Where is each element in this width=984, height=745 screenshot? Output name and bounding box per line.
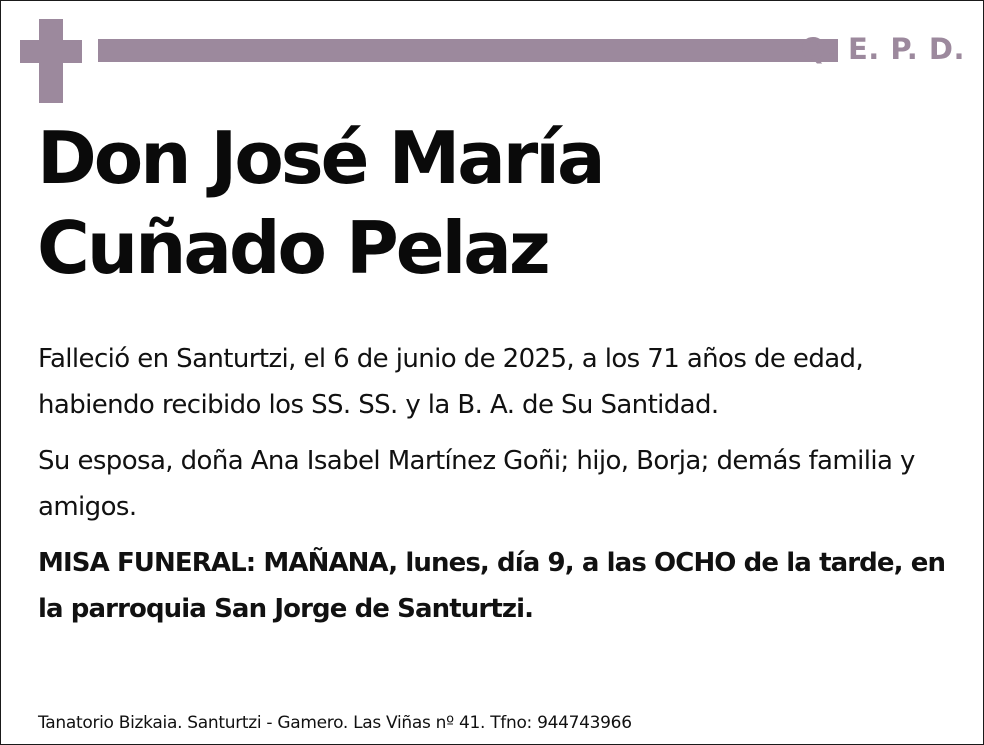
deceased-name [37,113,603,293]
funeral-paragraph: MISA FUNERAL: MAÑANA, lunes, día 9, a las OCHO de la tarde, en la parroquia San Jorge de Santurtzi. [38,548,946,624]
header-rule [98,39,838,62]
qepd-label: Q. E. P. D. [800,32,965,66]
obituary-body [38,336,958,642]
death-notice-paragraph: Falleció en Santurtzi, el 6 de junio de 2025, a los 71 años de edad, habiendo recibido los SS. SS. y la B. A. de Su Santidad. [38,344,864,420]
deceased-name-line-1: Don José María [37,116,603,200]
cross-icon-bar [20,40,82,63]
deceased-name-line-2: Cuñado Pelaz [37,206,548,290]
family-paragraph: Su esposa, doña Ana Isabel Martínez Goñi; hijo, Borja; demás familia y amigos. [38,446,915,522]
funeral-home-footer: Tanatorio Bizkaia. Santurtzi - Gamero. Las Viñas nº 41. Tfno: 944743966 [38,713,632,733]
